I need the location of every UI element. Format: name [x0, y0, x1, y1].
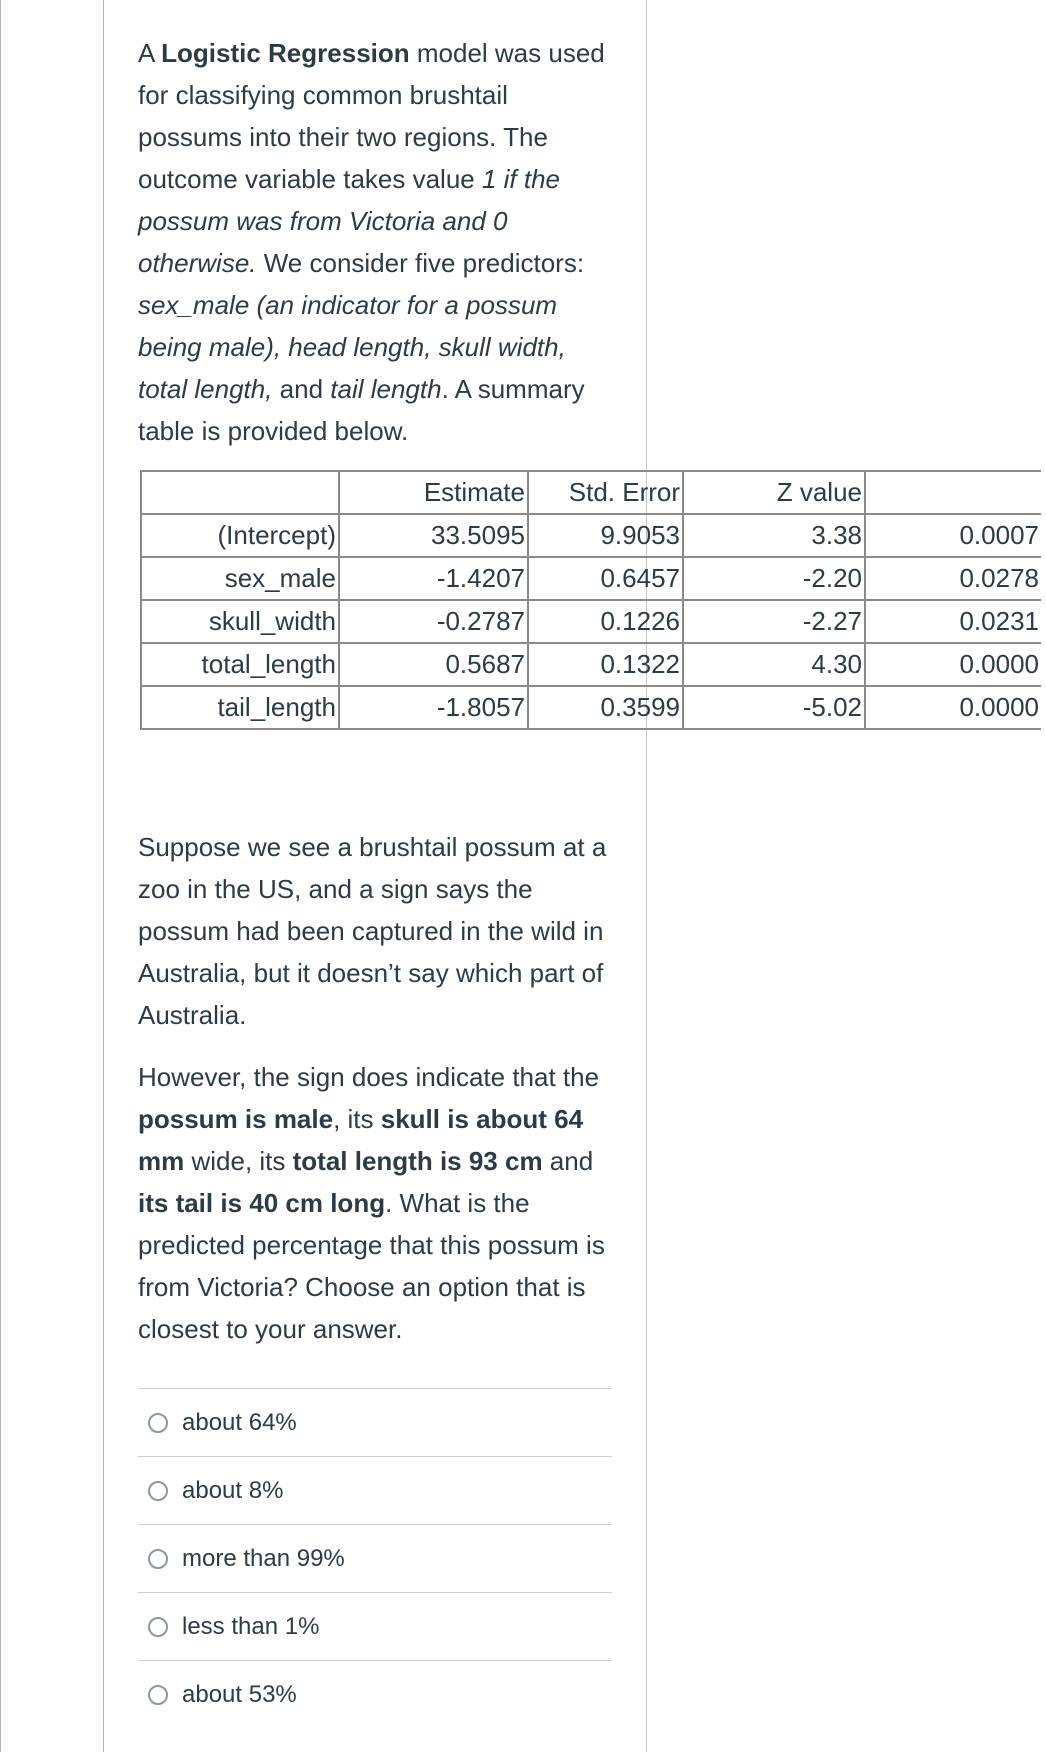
- question-text-2: , its: [333, 1104, 381, 1134]
- question-bold-2: skull is about 64 mm: [138, 1104, 584, 1176]
- table-header-cell: [865, 471, 1041, 514]
- left-border-line: [0, 0, 1, 1752]
- option-label[interactable]: about 8%: [182, 1476, 284, 1504]
- intro-text-2: model was used for classifying common brushtail possums into their two regions. The outcome variable takes value: [138, 38, 605, 194]
- table-header-cell: Z value: [683, 471, 865, 514]
- table-cell: 0.0000: [865, 643, 1041, 686]
- table-header-cell: Std. Error: [528, 471, 683, 514]
- question-text-3: wide, its: [184, 1146, 293, 1176]
- table-cell: 0.6457: [528, 557, 683, 600]
- radio-button[interactable]: [148, 1481, 168, 1501]
- coefficient-table: [140, 470, 1041, 730]
- table-cell: -5.02: [683, 686, 865, 729]
- question-bold-3: total length is 93 cm: [292, 1146, 543, 1176]
- option-label[interactable]: about 64%: [182, 1408, 297, 1436]
- table-cell: 3.38: [683, 514, 865, 557]
- table-row: [141, 643, 1041, 686]
- table-cell: -2.20: [683, 557, 865, 600]
- question-bold-1: possum is male: [138, 1104, 334, 1134]
- option-label[interactable]: about 53%: [182, 1680, 297, 1708]
- table-cell: 0.0007: [865, 514, 1041, 557]
- intro-italic-1: 1 if the possum was from Victoria and 0 otherwise.: [138, 164, 561, 278]
- answer-option[interactable]: [138, 1388, 612, 1456]
- table-row: [141, 686, 1041, 729]
- table-cell: 0.1322: [528, 643, 683, 686]
- intro-bold-1: Logistic Regression: [161, 38, 410, 68]
- radio-button[interactable]: [148, 1549, 168, 1569]
- intro-text-3: We consider five predictors:: [256, 248, 585, 278]
- table-cell: -2.27: [683, 600, 865, 643]
- table-cell: -1.4207: [339, 557, 528, 600]
- table-row: [141, 557, 1041, 600]
- question-text-4: and: [542, 1146, 594, 1176]
- table-cell: (Intercept): [141, 514, 339, 557]
- table-cell: total_length: [141, 643, 339, 686]
- answer-option[interactable]: [138, 1524, 612, 1592]
- table-cell: skull_width: [141, 600, 339, 643]
- question-paragraph: [138, 1056, 618, 1350]
- intro-italic-3: tail length: [330, 374, 442, 404]
- answer-option[interactable]: [138, 1592, 612, 1660]
- intro-text-1: A: [138, 38, 162, 68]
- intro-paragraph: [138, 32, 618, 452]
- table-cell: 0.5687: [339, 643, 528, 686]
- option-label[interactable]: more than 99%: [182, 1544, 345, 1572]
- intro-text-4: and: [272, 374, 331, 404]
- table-cell: 0.0231: [865, 600, 1041, 643]
- question-text-1: However, the sign does indicate that the: [138, 1062, 600, 1092]
- radio-button[interactable]: [148, 1685, 168, 1705]
- table-cell: 0.0278: [865, 557, 1041, 600]
- radio-button[interactable]: [148, 1413, 168, 1433]
- table-header-cell: [141, 471, 339, 514]
- table-cell: 0.3599: [528, 686, 683, 729]
- intro-text-5: . A summary table is provided below.: [138, 374, 585, 446]
- table-header-row: [141, 471, 1041, 514]
- table-row: [141, 600, 1041, 643]
- table-cell: -0.2787: [339, 600, 528, 643]
- content-left-border: [103, 0, 104, 1752]
- table-cell: 4.30: [683, 643, 865, 686]
- table-cell: 33.5095: [339, 514, 528, 557]
- table-cell: 9.9053: [528, 514, 683, 557]
- intro-italic-2: sex_male (an indicator for a possum being male), head length, skull width, total length,: [138, 290, 566, 404]
- scenario-paragraph: Suppose we see a brushtail possum at a zoo in the US, and a sign says the possum had been captured in the wild in Australia, but it doesn’t say which part of Australia.: [138, 832, 607, 1030]
- table-cell: 0.0000: [865, 686, 1041, 729]
- table-cell: tail_length: [141, 686, 339, 729]
- table-cell: sex_male: [141, 557, 339, 600]
- column-divider-line: [646, 0, 647, 1752]
- question-text-5: . What is the predicted percentage that this possum is from Victoria? Choose an option that is closest to your answer.: [138, 1188, 605, 1344]
- question-bold-4: its tail is 40 cm long: [138, 1188, 386, 1218]
- table-header-cell: Estimate: [339, 471, 528, 514]
- table-row: [141, 514, 1041, 557]
- table-cell: -1.8057: [339, 686, 528, 729]
- answer-option[interactable]: [138, 1456, 612, 1524]
- answer-option[interactable]: [138, 1660, 612, 1728]
- radio-button[interactable]: [148, 1617, 168, 1637]
- answer-options: [138, 1388, 612, 1728]
- table-cell: 0.1226: [528, 600, 683, 643]
- option-label[interactable]: less than 1%: [182, 1612, 320, 1640]
